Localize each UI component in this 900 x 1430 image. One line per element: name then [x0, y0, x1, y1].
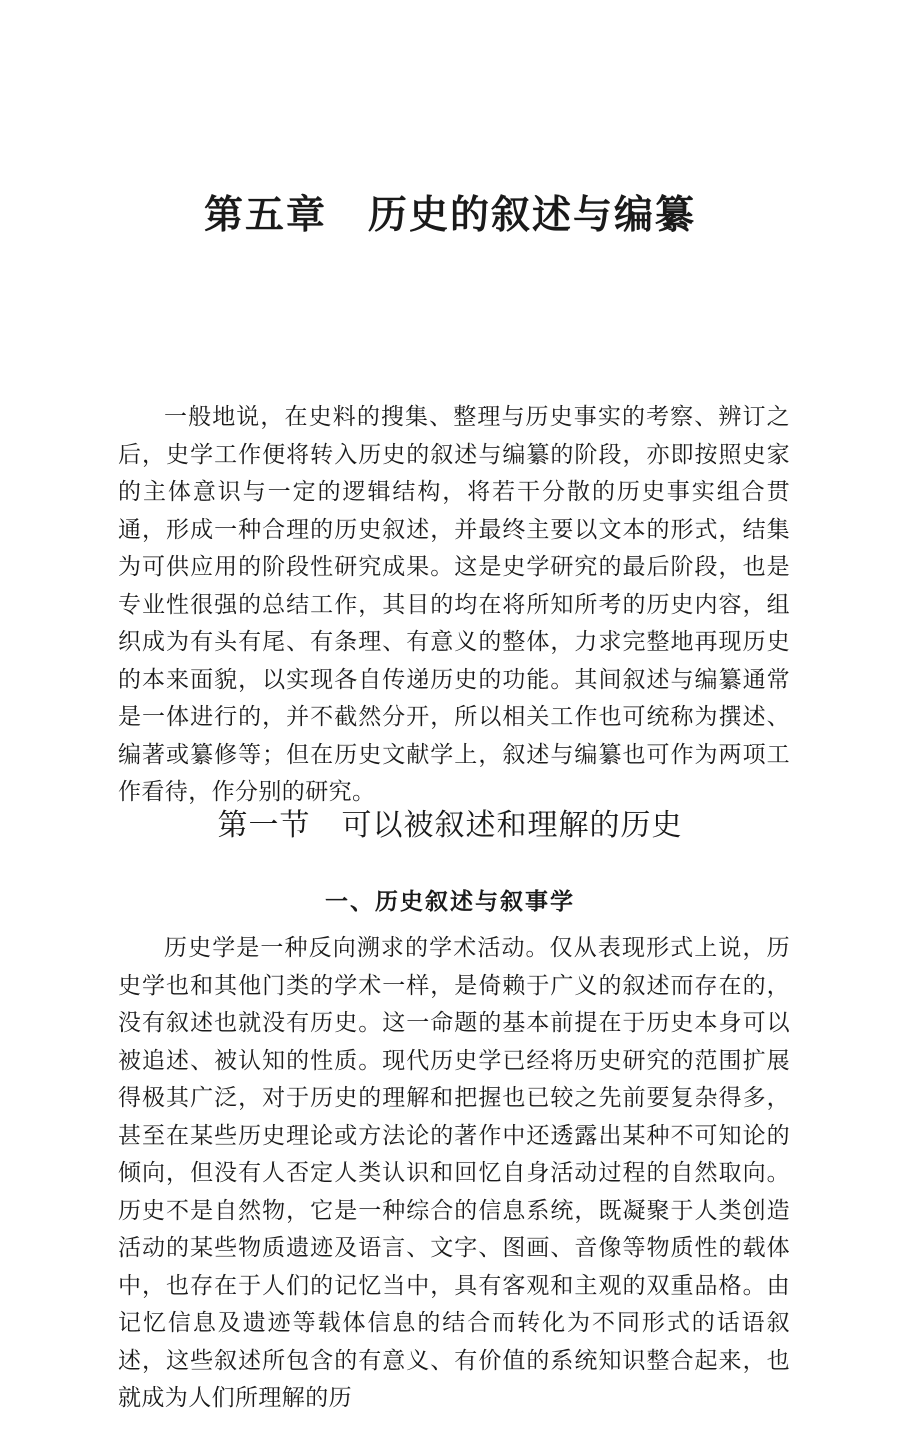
subsection-title: 一、历史叙述与叙事学	[325, 889, 575, 915]
body-paragraph: 历史学是一种反向溯求的学术活动。仅从表现形式上说，历史学也和其他门类的学术一样，是倚赖于广义的叙述而存在的，没有叙述也就没有历史。这一命题的基本前提在于历史本身可以被追述、被认知的性质。现代历史学已经将历史研究的范围扩展得极其广泛，对于历史的理解和把握也已较之先前要复杂得多，甚至在某些历史理论或方法论的著作中还透露出某种不可知论的倾向，但没有人否定人类认识和回忆自身活动过程的自然取向。历史不是自然物，它是一种综合的信息系统，既凝聚于人类创造活动的某些物质遗迹及语言、文字、图画、音像等物质性的载体中，也存在于人们的记忆当中，具有客观和主观的双重品格。由记忆信息及遗迹等载体信息的结合而转化为不同形式的话语叙述，这些叙述所包含的有意义、有价值的系统知识整合起来，也就成为人们所理解的历	[118, 935, 790, 1411]
intro-section	[118, 399, 790, 812]
body-section	[118, 930, 790, 1418]
intro-paragraph: 一般地说，在史料的搜集、整理与历史事实的考察、辨订之后，史学工作便将转入历史的叙述与编纂的阶段，亦即按照史家的主体意识与一定的逻辑结构，将若干分散的历史事实组合贯通，形成一种合理的历史叙述，并最终主要以文本的形式，结集为可供应用的阶段性研究成果。这是史学研究的最后阶段，也是专业性很强的总结工作，其目的均在将所知所考的历史内容，组织成为有头有尾、有条理、有意义的整体，力求完整地再现历史的本来面貌，以实现各自传递历史的功能。其间叙述与编纂通常是一体进行的，并不截然分开，所以相关工作也可统称为撰述、编著或纂修等；但在历史文献学上，叙述与编纂也可作为两项工作看待，作分别的研究。	[118, 404, 790, 805]
chapter-title: 第五章 历史的叙述与编纂	[203, 193, 696, 238]
section-title: 第一节 可以被叙述和理解的历史	[217, 808, 683, 843]
